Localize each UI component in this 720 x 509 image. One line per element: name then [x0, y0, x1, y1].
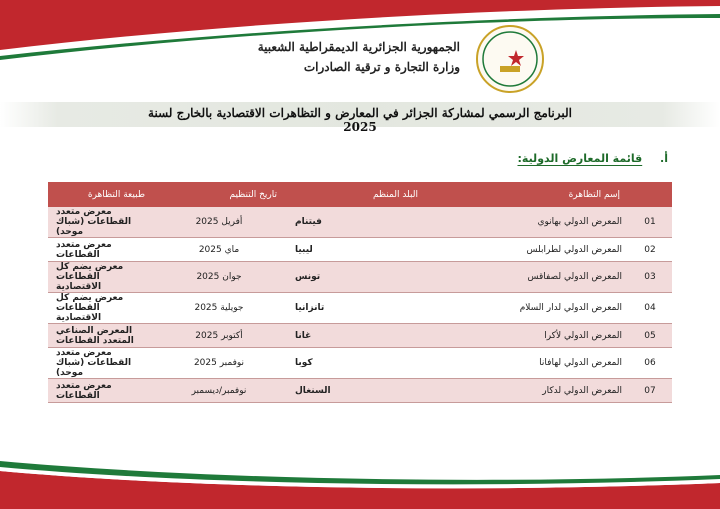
- table-row: [48, 379, 672, 403]
- fair-date: أكتوبر 2025: [153, 324, 285, 348]
- row-number: 01: [628, 207, 672, 238]
- section-number: أ.: [660, 152, 668, 165]
- table-row: [48, 207, 672, 238]
- fair-date: نوفمبر/ديسمبر: [153, 379, 285, 403]
- fair-date: جويلية 2025: [153, 293, 285, 324]
- table-header-row: [48, 182, 672, 207]
- fair-nature: المعرض الصناعي المتعدد القطاعات: [48, 324, 153, 348]
- fair-name: المعرض الدولي لدكار: [426, 379, 628, 403]
- header-country: البلد المنظم: [285, 182, 426, 207]
- table-row: [48, 262, 672, 293]
- table-row: [48, 348, 672, 379]
- table-row: [48, 238, 672, 262]
- header-number: [628, 182, 672, 207]
- header-nature: طبيعة التظاهرة: [48, 182, 153, 207]
- fair-name: المعرض الدولي لصفاقس: [426, 262, 628, 293]
- table-row: [48, 293, 672, 324]
- fair-nature: معرض متعدد القطاعات: [48, 238, 153, 262]
- fair-nature: معرض يضم كل القطاعات الاقتصادية: [48, 293, 153, 324]
- fair-nature: معرض متعدد القطاعات (شباك موحد): [48, 207, 153, 238]
- host-country: فيتنام: [285, 207, 426, 238]
- fair-name: المعرض الدولي لأكرا: [426, 324, 628, 348]
- section-heading: [518, 152, 669, 165]
- row-number: 02: [628, 238, 672, 262]
- fair-date: نوفمبر 2025: [153, 348, 285, 379]
- host-country: تونس: [285, 262, 426, 293]
- row-number: 03: [628, 262, 672, 293]
- header-date: تاريخ التنظيم: [153, 182, 285, 207]
- fairs-table: [48, 182, 672, 403]
- fair-name: المعرض الدولي لطرابلس: [426, 238, 628, 262]
- fair-date: أفريل 2025: [153, 207, 285, 238]
- row-number: 07: [628, 379, 672, 403]
- republic-name: الجمهورية الجزائرية الديمقراطية الشعبية: [257, 40, 460, 54]
- fair-name: المعرض الدولي لدار السلام: [426, 293, 628, 324]
- ministry-emblem: [470, 22, 550, 96]
- fair-name: المعرض الدولي لهافانا: [426, 348, 628, 379]
- row-number: 06: [628, 348, 672, 379]
- host-country: تانزانيا: [285, 293, 426, 324]
- row-number: 04: [628, 293, 672, 324]
- host-country: غانا: [285, 324, 426, 348]
- section-label: قائمة المعارض الدولية:: [517, 152, 643, 165]
- fair-nature: معرض يضم كل القطاعات الاقتصادية: [48, 262, 153, 293]
- title-bar: [0, 102, 720, 134]
- fair-nature: معرض متعدد القطاعات (شباك موحد): [48, 348, 153, 379]
- host-country: كوبا: [285, 348, 426, 379]
- host-country: السنغال: [285, 379, 426, 403]
- fair-date: جوان 2025: [153, 262, 285, 293]
- bottom-decoration: [0, 459, 720, 509]
- header-block: [230, 38, 460, 76]
- ministry-name: وزارة التجارة و ترقية الصادرات: [303, 60, 460, 74]
- fair-date: ماي 2025: [153, 238, 285, 262]
- table-row: [48, 324, 672, 348]
- header-fair: إسم التظاهرة: [426, 182, 628, 207]
- fair-name: المعرض الدولي بهانوي: [426, 207, 628, 238]
- fair-nature: معرض متعدد القطاعات: [48, 379, 153, 403]
- page-title: البرنامج الرسمي لمشاركة الجزائر في المعارض و التظاهرات الاقتصادية بالخارج لسنة 2025: [148, 106, 572, 134]
- host-country: ليبيا: [285, 238, 426, 262]
- row-number: 05: [628, 324, 672, 348]
